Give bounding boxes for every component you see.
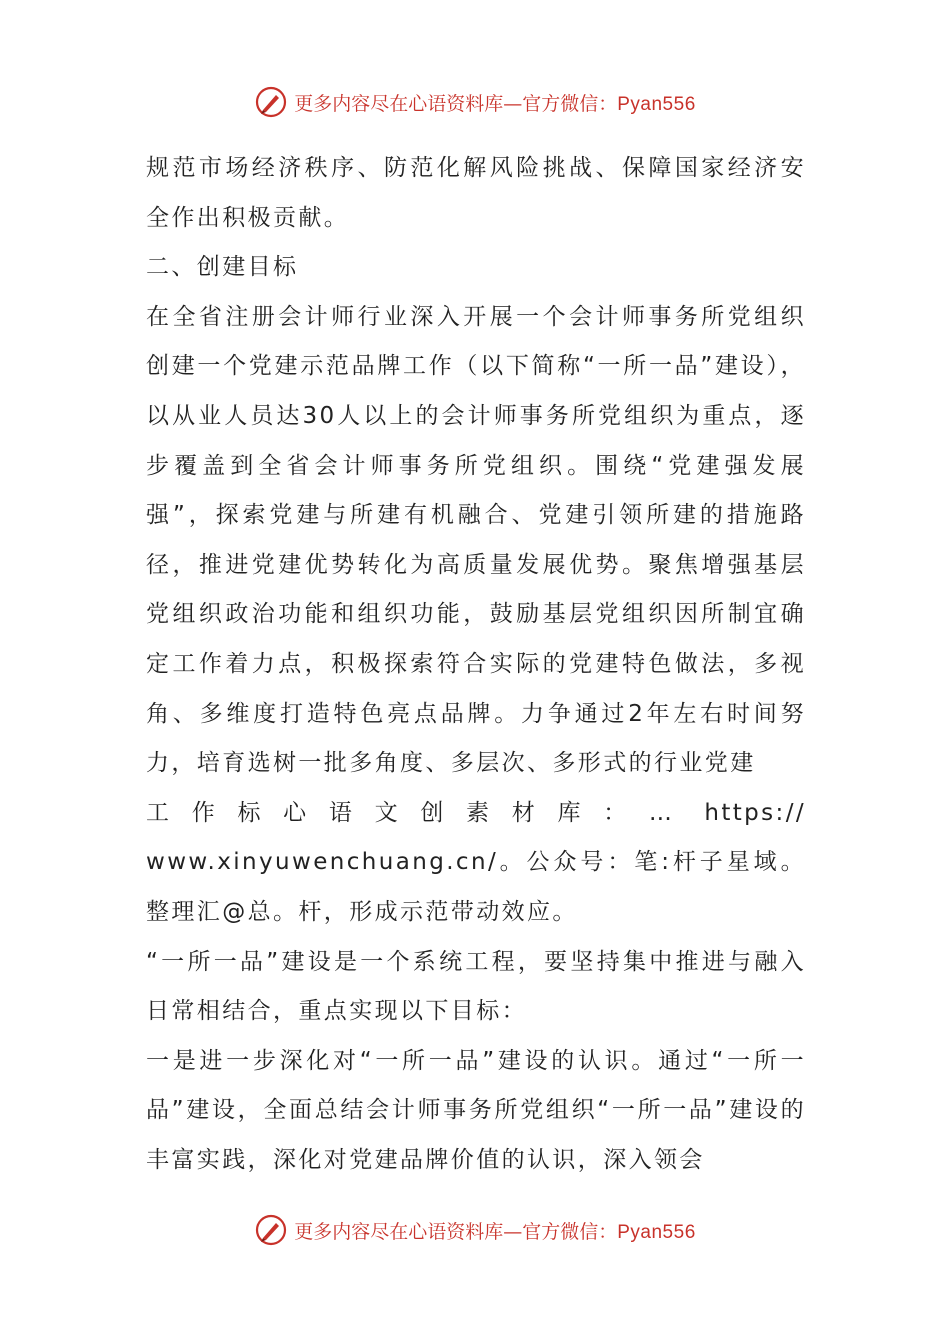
pen-logo-icon [254, 1213, 288, 1247]
paragraph-system-project: “一所一品”建设是一个系统工程，要坚持集中推进与融入日常相结合，重点实现以下目标： [146, 948, 806, 1025]
footer-banner-text: 更多内容尽在心语资料库—官方微信：Pyan556 [294, 1220, 696, 1243]
paragraph-goal: 在全省注册会计师行业深入开展一个会计师事务所党组织创建一个党建示范品牌工作（以下简称“一所一品”建设），以从业人员达30人以上的会计师事务所党组织为重点，逐步覆盖到全省会计师事务所党组织。围绕“党建强发展强”，探索党建与所建有机融合、党建引领所建的措施路径，推进党建优势转化为高质量发展优势。聚焦增强基层党组织政治功能和组织功能，鼓励基层党组织因所制宜确定工作着力点，积极探索符合实际的党建特色做法，多视角、多维度打造特色亮点品牌。力争通过2年左右时间努力，培育选树一批多角度、多层次、多形式的行业党建 [146, 303, 806, 777]
header-banner-text: 更多内容尽在心语资料库—官方微信：Pyan556 [294, 92, 696, 115]
document-body [146, 144, 806, 1185]
paragraph-watermark-url: www.xinyuwenchuang.cn/。公众号：笔:杆子星域。整理汇@总。杆，形成示范带动效应。 [146, 849, 806, 925]
paragraph-intro-end: 规范市场经济秩序、防范化解风险挑战、保障国家经济安全作出积极贡献。 [146, 155, 806, 231]
header-banner[interactable] [0, 82, 950, 122]
section-heading: 二、创建目标 [146, 254, 299, 281]
footer-banner[interactable] [0, 1210, 950, 1250]
paragraph-goal-one: 一是进一步深化对“一所一品”建设的认识。通过“一所一品”建设，全面总结会计师事务所党组织“一所一品”建设的丰富实践，深化对党建品牌价值的认识，深入领会 [146, 1047, 806, 1173]
pen-logo-icon [254, 85, 288, 119]
paragraph-watermark-line: 工作标心语文创素材库：… https:// [146, 799, 806, 826]
